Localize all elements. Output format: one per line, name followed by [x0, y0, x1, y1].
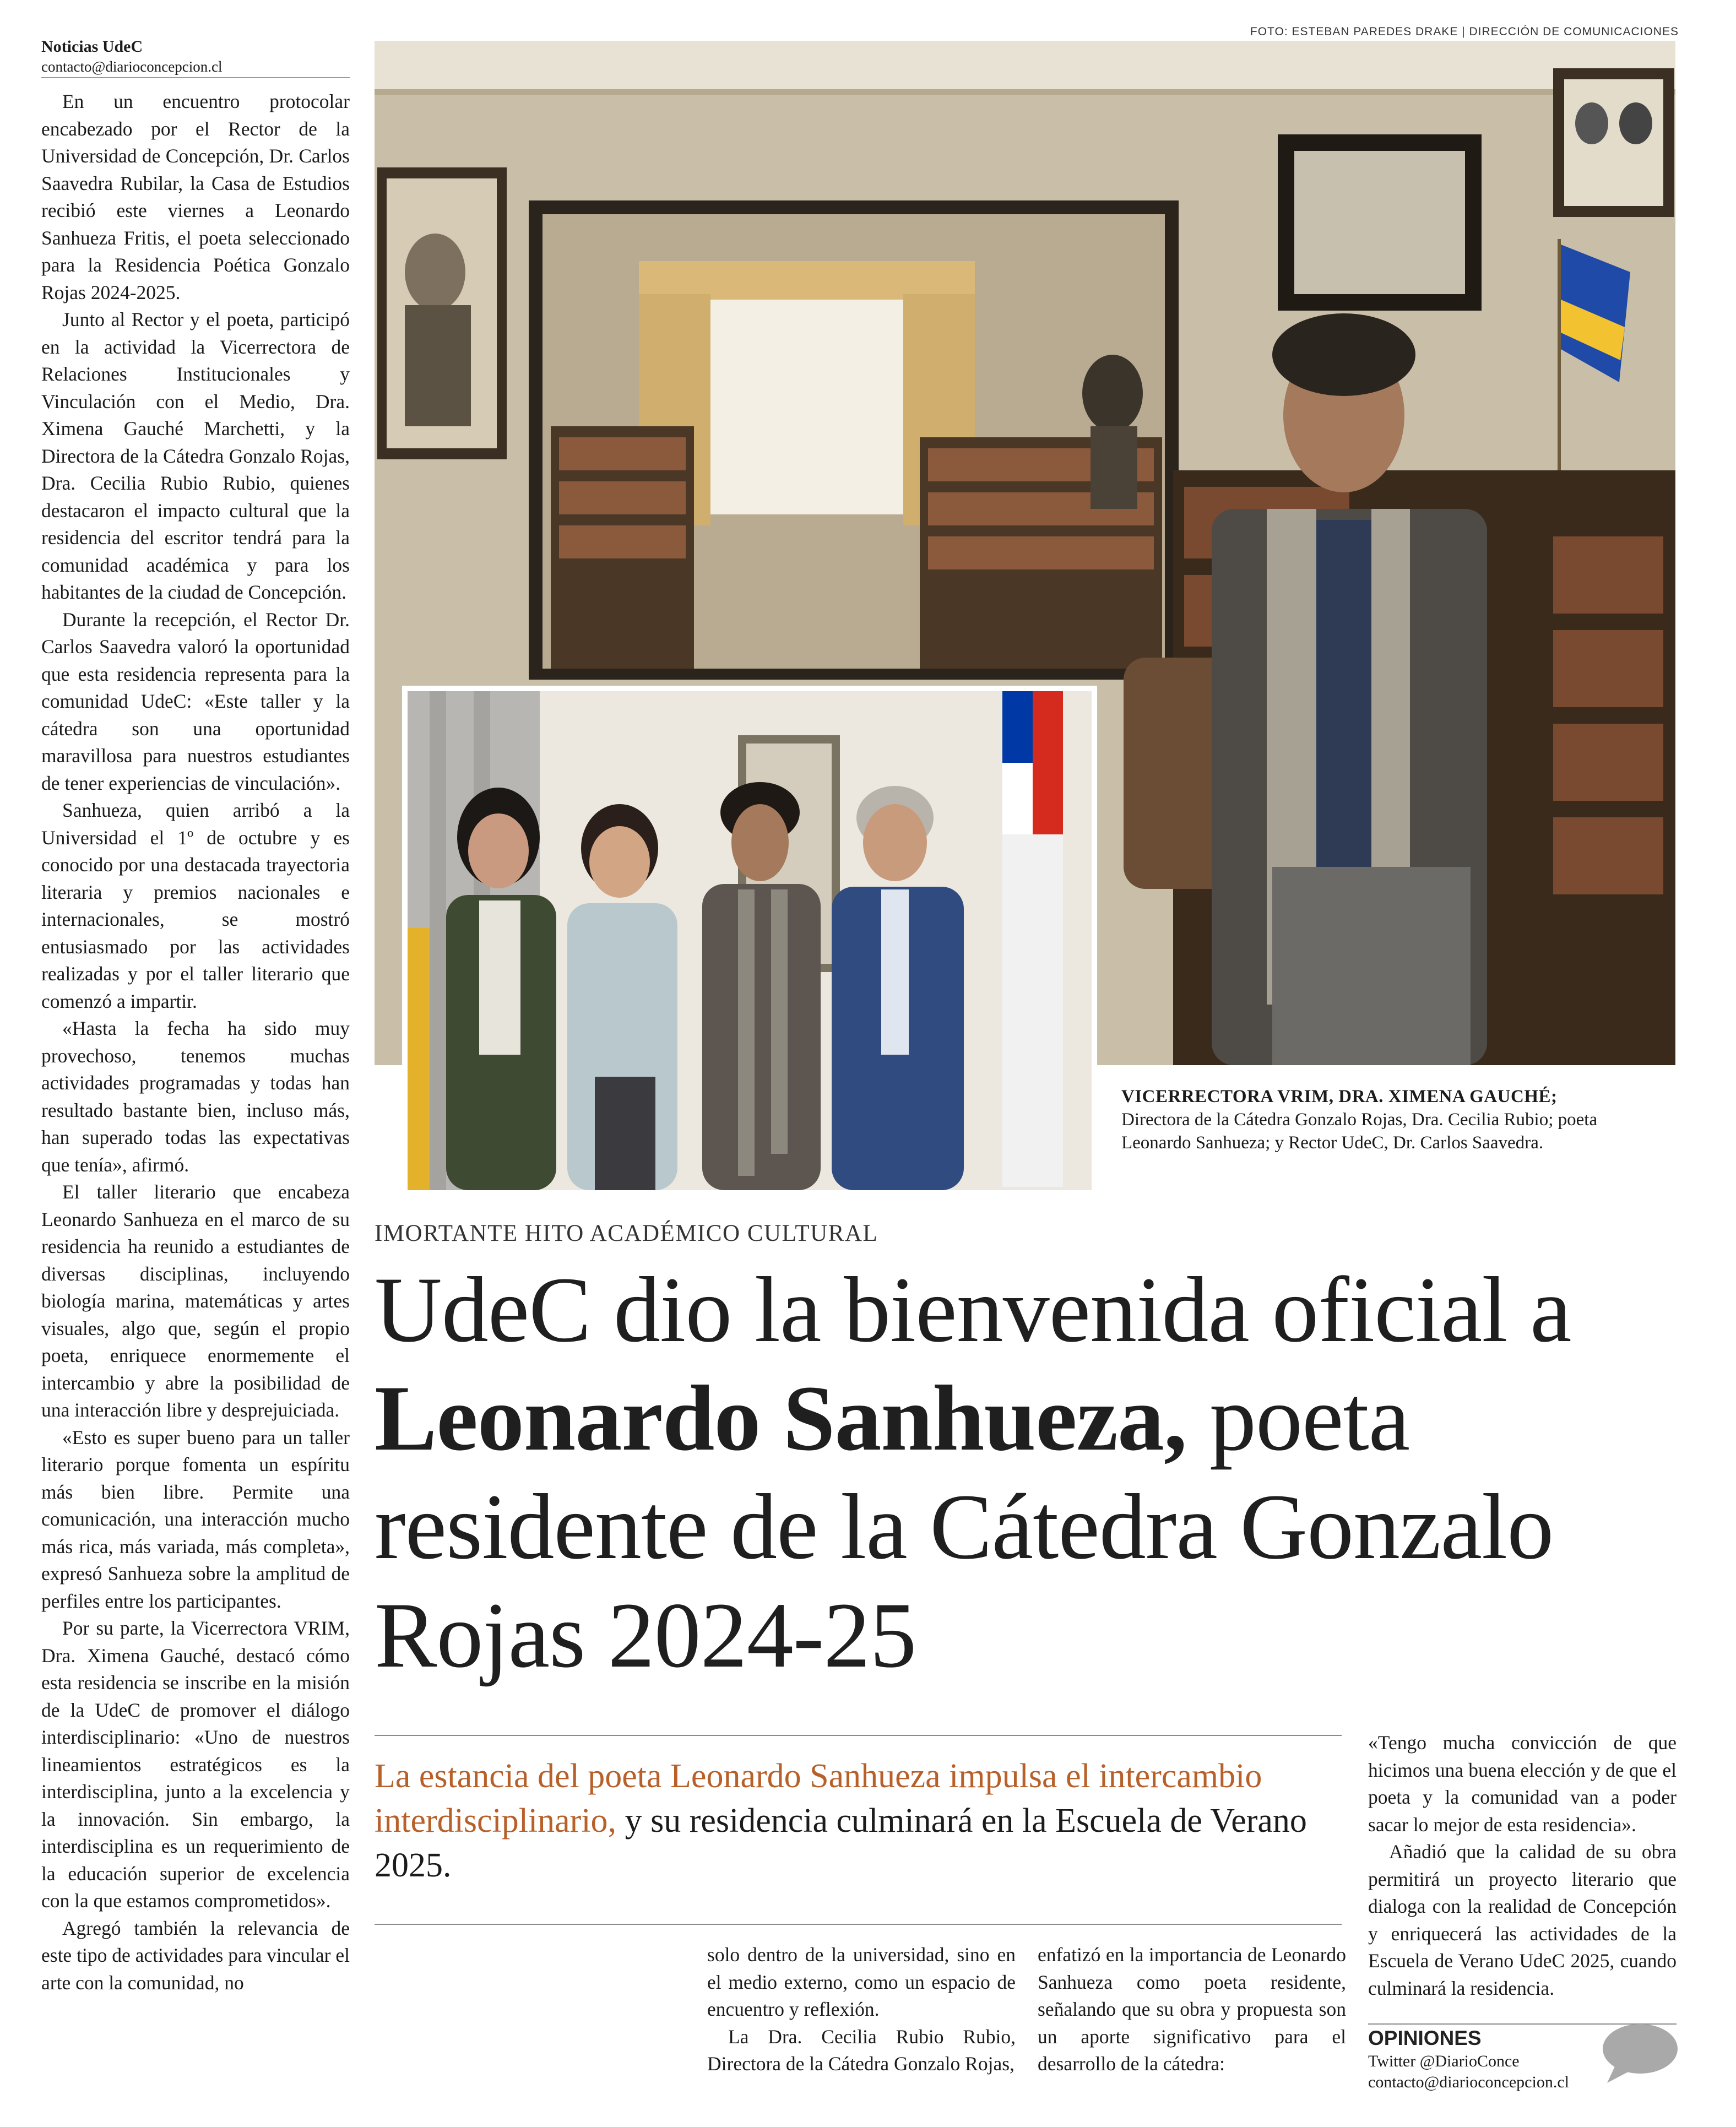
body-paragraph: Por su parte, la Vicerrectora VRIM, Dra. Ximena Gauché, destacó cómo esta residencia se inscribe en la misión de la UdeC de promover el diálogo interdisciplinario: «Uno de nuestros lineamientos estratégicos es la interdisciplina, junto a la excelencia y la innovación. Sin embargo, la interdisciplina es un requerimiento de la educación superior de excelencia con la que estamos comprometidos». [41, 1617, 350, 1912]
section-divider [41, 77, 350, 78]
headline-part-2: poeta residente de la Cátedra Gonzalo Rojas 2024-25 [375, 1366, 1554, 1687]
body-paragraph: Durante la recepción, el Rector Dr. Carlos Saavedra valoró la oportunidad que esta residencia representa para la comunidad UdeC: «Este taller y la cátedra son una oportunidad maravillosa para nuestros estudiantes de tener experiencias de vinculación». [41, 608, 350, 794]
flagpole [1558, 239, 1561, 470]
section-header [41, 36, 350, 76]
kicker: IMORTANTE HITO ACADÉMICO CULTURAL [375, 1220, 878, 1246]
body-paragraph: El taller literario que encabeza Leonardo Sanhueza en el marco de su residencia ha reunido a estudiantes de diversas disciplinas, incluyendo biología marina, matemáticas y artes visuales, algo que, según el propio poeta, enriquece enormemente el intercambio y abre la posibilidad de una interacción libre y desprejuiciada. [41, 1181, 350, 1421]
body-paragraph: «Tengo mucha convicción de que hicimos una buena elección y de que el poeta y la comunidad van a poder sacar lo mejor de esta residencia». [1368, 1732, 1677, 1836]
body-paragraph: «Esto es super bueno para un taller literario porque fomenta un espíritu más bien libre. Permite una comunicación, una interacción mucho más rica, más variada, más completa», expresó Sanhueza sobre la amplitud de perfiles entre los participantes. [41, 1426, 350, 1612]
opinions-twitter[interactable]: Twitter @DiarioConce [1368, 2052, 1520, 2070]
headline-bold: Leonardo Sanhueza, [375, 1366, 1187, 1470]
headline [375, 1256, 1707, 1690]
body-paragraph: Sanhueza, quien arribó a la Universidad el 1º de octubre y es conocido por una destacada trayectoria literaria y premios nacionales e internacionales, se mostró entusiasmado por las actividades realizadas y por el taller literario que comenzó a impartir. [41, 799, 350, 1012]
udec-flag-inset [408, 928, 430, 1190]
section-name: Noticias UdeC [41, 37, 143, 56]
photo-caption [1121, 1085, 1628, 1154]
inset-photo [402, 686, 1097, 1196]
body-paragraph: Añadió que la calidad de su obra permitirá un proyecto literario que dialoga con la realidad de Concepción y enriquecerá las actividades de la Escuela de Verano UdeC 2025, cuando culminará la residencia. [1368, 1841, 1677, 1999]
caption-lead: VICERRECTORA VRIM, DRA. XIMENA GAUCHÉ; [1121, 1087, 1558, 1106]
deck-divider [375, 1924, 1342, 1925]
body-paragraph: enfatizó en la importancia de Leonardo Sanhueza como poeta residente, señalando que su obra y propuesta son un aporte significativo para el desarrollo de la cátedra: [1038, 1944, 1346, 2075]
chilean-flag [1002, 691, 1063, 1187]
deck [375, 1754, 1344, 1888]
body-paragraph: Agregó también la relevancia de este tipo de actividades para vincular el arte con la comunidad, no [41, 1917, 350, 1994]
body-paragraph: La Dra. Cecilia Rubio Rubio, Directora de la Cátedra Gonzalo Rojas, [707, 2025, 1016, 2075]
article-body-column-c [1038, 1941, 1346, 2078]
section-email[interactable]: contacto@diarioconcepcion.cl [41, 58, 223, 75]
speech-bubble-icon [1596, 2021, 1679, 2085]
deck-accent: La estancia del poeta Leonardo Sanhueza impulsa el intercambio interdisciplinario, [375, 1757, 1262, 1840]
deck-rest: y su residencia culminará en la Escuela de Verano 2025. [375, 1802, 1307, 1884]
headline-divider [375, 1735, 1342, 1736]
opinions-email[interactable]: contacto@diarioconcepcion.cl [1368, 2073, 1569, 2091]
article-body-column-d [1368, 1729, 1677, 2002]
article-body-column-b [707, 1941, 1016, 2078]
headline-part-1: UdeC dio la bienvenida oficial a [375, 1258, 1571, 1361]
body-paragraph: solo dentro de la universidad, sino en el medio externo, como un espacio de encuentro y reflexión. [707, 1944, 1016, 2020]
body-paragraph: Junto al Rector y el poeta, participó en la actividad la Vicerrectora de Relaciones Institucionales y Vinculación con el Medio, Dra. Ximena Gauché Marchetti, y la Directora de la Cátedra Gonzalo Rojas, Dra. Cecilia Rubio Rubio, quienes destacaron el impacto cultural que la residencia del escritor tendrá para la comunidad académica y para los habitantes de la ciudad de Concepción. [41, 308, 350, 603]
opinions-title: OPINIONES [1368, 2027, 1482, 2049]
body-paragraph: En un encuentro protocolar encabezado por el Rector de la Universidad de Concepción, Dr. Carlos Saavedra Rubilar, la Casa de Estudios recibió este viernes a Leonardo Sanhueza Fritis, el poeta seleccionado para la Residencia Poética Gonzalo Rojas 2024-2025. [41, 90, 350, 303]
caption-text: Directora de la Cátedra Gonzalo Rojas, Dra. Cecilia Rubio; poeta Leonardo Sanhueza; y Rector UdeC, Dr. Carlos Saavedra. [1121, 1110, 1598, 1153]
photo-credit: FOTO: ESTEBAN PAREDES DRAKE | DIRECCIÓN DE COMUNICACIONES [1250, 25, 1679, 38]
body-paragraph: «Hasta la fecha ha sido muy provechoso, tenemos muchas actividades programadas y todas han resultado bastante bien, incluso más, han superado todas las expectativas que tenía», afirmó. [41, 1017, 350, 1176]
group-portrait-illustration [408, 691, 1092, 1190]
article-body-left-column [41, 88, 350, 2093]
